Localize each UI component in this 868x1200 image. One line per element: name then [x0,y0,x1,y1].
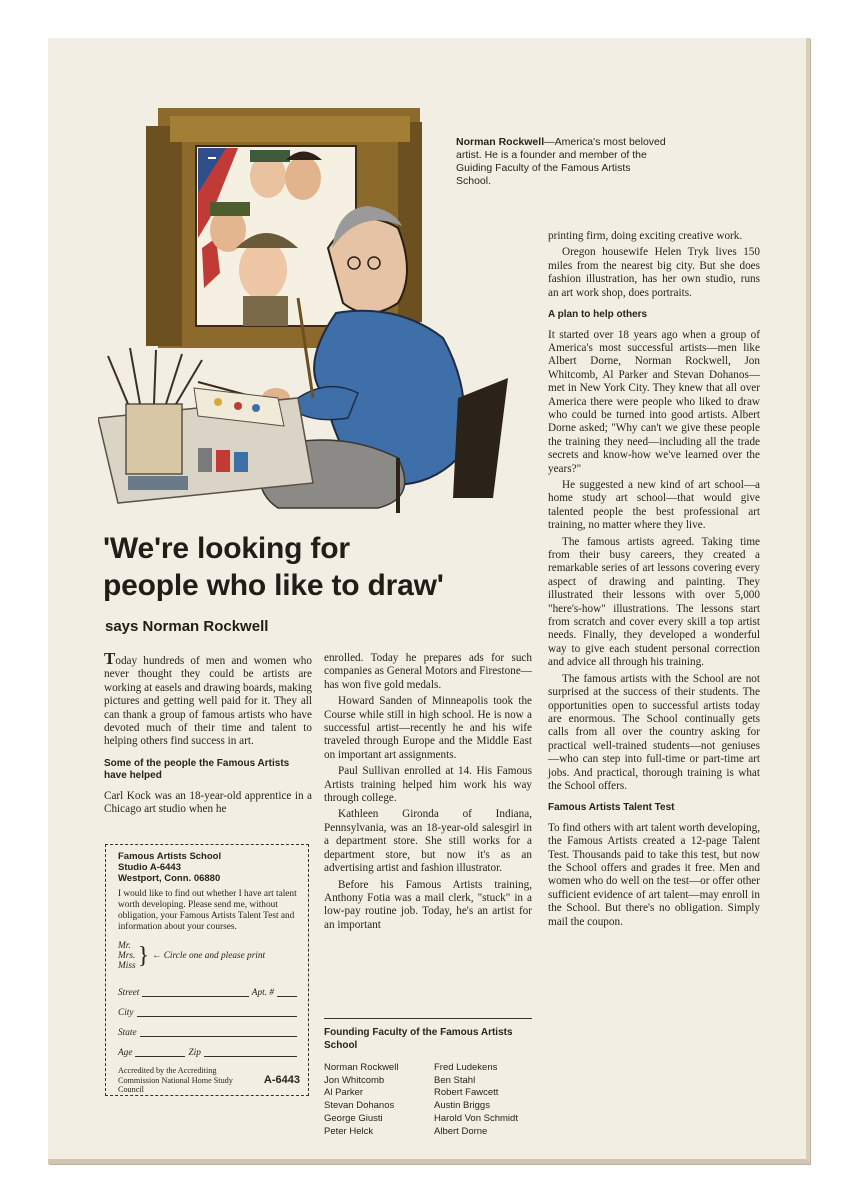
column-3 [548,230,760,932]
faculty-name: Robert Fawcett [434,1087,499,1099]
column-1 [104,649,312,820]
faculty-name: Austin Briggs [434,1100,490,1112]
headline-line-1: 'We're looking for [103,532,350,565]
subhead: says Norman Rockwell [105,618,269,635]
faculty-name: Al Parker [324,1087,364,1099]
intro-paragraph: Today hundreds of men and women who never thought they could be artists are working at easels and drawing boards, making pictures and getting well paid for it. They all can thank a group of famous artists who have devoted much of their time and talent to helping others find success in art. [104,649,312,748]
faculty-list-right [434,1062,532,1138]
age-zip-field[interactable]: Age Zip [118,1039,300,1059]
column-2 [324,652,532,935]
headline-line-2: people who like to draw' [103,569,444,602]
drop-cap: T [104,649,116,668]
coupon-code: A-6443 [263,1073,300,1086]
paragraph: enrolled. Today he prepares ads for such companies as General Motors and Firestone—has won five gold medals. [324,652,532,691]
faculty-name: Norman Rockwell [324,1062,399,1073]
founding-faculty [324,1018,532,1138]
paragraph: Paul Sullivan enrolled at 14. His Famous Artists training helped him work his way through college. [324,765,532,805]
divider [324,1018,532,1019]
paragraph: The famous artists agreed. Taking time from their busy careers, they created a remarkable series of art lessons covering every aspect of drawing and painting. They illustrated their lessons with over 5,000 "here's-how" illustrations. The lessons start from scratch and cover every skill a top artist needs. Finally, they developed a wonderful way to give each student personal correction and advice all through his training. [548,535,760,669]
faculty-name: Ben Stahl [434,1074,476,1086]
faculty-name: George Giusti [324,1112,383,1124]
illustration-caption [456,136,666,188]
title-miss[interactable]: Miss [118,961,136,971]
faculty-list-left [324,1062,422,1138]
title-mr[interactable]: Mr. [118,941,131,951]
paragraph: He suggested a new kind of art school—a home study art school—that would give talented people the best professional art training, no matter where they live. [548,479,760,532]
circle-instruction: ← Circle one and please print [152,950,266,961]
headline [103,530,523,604]
faculty-name: Harold Von Schmidt [434,1112,518,1124]
faculty-name: Jon Whitcomb [324,1074,385,1086]
paragraph: printing firm, doing exciting creative work. [548,230,743,242]
accreditation-note: Accredited by the Accrediting Commission National Home Study Council [118,1066,233,1094]
magazine-back-cover [48,38,810,1164]
faculty-name: Peter Helck [324,1125,374,1137]
paragraph: Before his Famous Artists training, Anthony Fotia was a mail clerk, "stuck" in a low-pay routine job. Today, he's an artist for an important [324,878,532,931]
faculty-name: Fred Ludekens [434,1062,498,1073]
faculty-name: Stevan Dohanos [324,1100,395,1112]
title-select[interactable] [118,941,300,971]
section-heading-talent-test: Famous Artists Talent Test [548,802,675,814]
caption-name: Norman Rockwell [456,136,545,148]
state-field[interactable]: State [118,1019,300,1039]
paragraph: Kathleen Gironda of Indiana, Pennsylvania, was an 18-year-old salesgirl in a department store. She still works for a department store, but now it's as an advertising artist and fashion illustrator. [324,808,532,875]
street-field[interactable]: Street Apt. # [118,979,300,999]
section-heading-helped: Some of the people the Famous Artists have helped [104,757,290,782]
coupon-address: Famous Artists School Studio A-6443 Westport, Conn. 06880 [118,851,222,884]
coupon-body: I would like to find out whether I have art talent worth developing. Please send me, without obligation, your Famous Artists Talent Test and information about your courses. [118,889,297,932]
brace-icon: } [137,943,150,969]
caption-text: —America's most beloved artist. He is a founder and member of the Guiding Faculty of the Famous Artists School. [456,136,666,187]
coupon-footer [118,1066,300,1095]
paragraph: It started over 18 years ago when a group of America's most successful artists—men like Albert Dorne, Norman Rockwell, Jon Whitcomb, Al Parker and Stevan Dohanos—met in New York City. They knew that all over America there were people who liked to draw who could be turned into good artists. Albert Dorne asked; "Why can't we give these people the training they need—including all the trade secrets and know-how we've learned over the years?" [548,328,760,475]
paragraph: Oregon housewife Helen Tryk lives 150 miles from the nearest big city. But she does fashion illustration, has her own studio, runs an art work shop, does portraits. [548,246,760,299]
city-field[interactable]: City [118,999,300,1019]
faculty-name: Albert Dorne [434,1125,488,1137]
title-mrs[interactable]: Mrs. [118,951,136,961]
paragraph: Carl Kock was an 18-year-old apprentice in a Chicago art studio when he [104,789,312,816]
paragraph: Howard Sanden of Minneapolis took the Course while still in high school. He is now a successful artist—recently he and his wife traveled through Europe and the Middle East on important art assignments. [324,695,532,761]
section-heading-plan: A plan to help others [548,309,648,321]
paragraph: To find others with art talent worth developing, the Famous Artists created a 12-page Talent Test. Thousands paid to take this test, but now the School offers and grades it free. Men and women who do well on the test—or offer other sufficient evidence of art talent—may enroll in the School. But there's no obligation. Simply mail the coupon. [548,821,760,928]
faculty-heading: Founding Faculty of the Famous Artists School [324,1027,513,1051]
mail-coupon[interactable] [105,844,309,1096]
paragraph: The famous artists with the School are not surprised at the success of their students. The opportunities open to successful artists today are enormous. The School continually gets calls from all over the country asking for practical well-trained students—not geniuses—who can step into full-time or part-time art jobs. And practical, thorough training is what the School offers. [548,672,760,792]
